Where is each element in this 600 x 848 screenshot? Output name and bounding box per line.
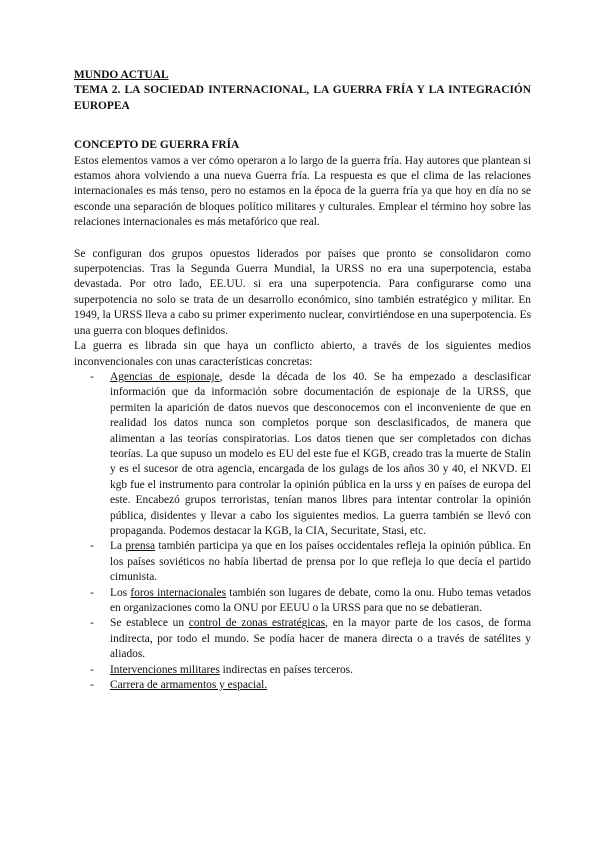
underlined-term: Intervenciones militares: [110, 663, 220, 676]
underlined-term: prensa: [125, 540, 156, 553]
topic-title: TEMA 2. LA SOCIEDAD INTERNACIONAL, LA GUERRA FRÍA Y LA INTEGRACIÓN EUROPEA: [74, 84, 531, 112]
course-header: MUNDO ACTUAL: [74, 69, 169, 81]
section-heading: CONCEPTO DE GUERRA FRÍA: [74, 139, 240, 152]
list-item: - Agencias de espionaje, desde la década de los 40. Se ha empezado a desclasificar información que da información sobre documentación de espionaje de la URSS, que permiten la aparición de datos nuevos que desconocemos con el inconveniente de que en realidad los datos nunca son completos porque son desclasificados, de manera que alimentan a las teorías conspiratorias. Los datos tienen que ser completados con dichas teorías. La que supuso un modelo es EU del este fue el KGB, creado tras la muerte de Stalin y es el sucesor de otra agencia, encargada de los gulags de los años 30 y 40, el NKVD. El kgb fue el instrumento para controlar la opinión pública en la urss y en países de europa del este. Encabezó grupos terroristas, tenían manos libres para intentar controlar la opinión pública, disidentes y llevar a cabo los siguientes medios. La guerra también se llevó con propaganda. Podemos destacar la KGB, la CIA, Securitate, Stasi, etc.: [110, 370, 531, 539]
underlined-term: foros internacionales: [130, 586, 227, 599]
paragraph-superpowers: Se configuran dos grupos opuestos liderados por países que pronto se consolidaron como superpotencias. Tras la Segunda Guerra Mundial, la URSS no era una superpotencia, estaba devastada. Por otro lado, EE.UU. si era una superpotencia. Para configurarse como una superpotencia no solo se trata de un desarrollo económico, sino también estratégico y militar. En 1949, la URSS lleva a cabo su primer experimento nuclear, convirtiéndose en una superpotencia. Es una guerra con bloques definidos.: [74, 247, 531, 337]
list-item: [110, 678, 531, 693]
paragraph-intro: Estos elementos vamos a ver cómo operaron a lo largo de la guerra fría. Hay autores que plantean si estamos ahora volviendo a una nueva Guerra fría. La respuesta es que el clima de las relaciones internacionales es más tenso, pero no estamos en la época de la guerra fría ya que hoy en día no se esconde una separación de bloques político militares y culturales. Emplear el término hoy sobre las relaciones internacionales es más metafórico que real.: [74, 154, 531, 229]
paragraph-means: La guerra es librada sin que haya un conflicto abierto, a través de los siguientes medios inconvencionales con unas características concretas:: [74, 340, 531, 368]
underlined-term: Agencias de espionaje: [110, 370, 220, 383]
list-item: - Se establece un control de zonas estratégicas, en la mayor parte de los casos, de forma indirecta, por todo el mundo. Se podía hacer de manera directa o a través de satélites y aliados.: [110, 616, 531, 662]
means-list: [74, 370, 531, 694]
underlined-term: control de zonas estratégicas: [188, 617, 326, 630]
underlined-term: Carrera de armamentos y espacial.: [110, 679, 268, 692]
list-item: - Los foros internacionales también son lugares de debate, como la onu. Hubo temas vetados en organizaciones como la ONU por EEUU o la URSS para que no se debatieran.: [110, 586, 531, 617]
list-item: - Intervenciones militares indirectas en países terceros.: [110, 663, 531, 678]
list-item: - La prensa también participa ya que en los países occidentales refleja la opinión pública. En los países soviéticos no había libertad de prensa por lo que refleja lo que decía el partido cimunista.: [110, 539, 531, 585]
